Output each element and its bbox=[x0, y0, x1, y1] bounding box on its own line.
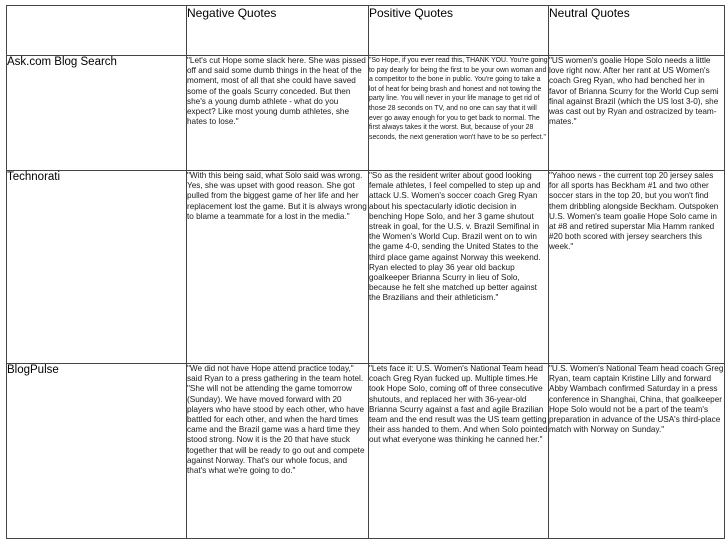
table-row-technorati bbox=[7, 171, 725, 364]
source-cell: BlogPulse bbox=[7, 364, 187, 539]
neutral-quote-cell: "Yahoo news - the current top 20 jersey sales for all sports has Beckham #1 and two other soccer stars in the top 20, but you won't find them dribbling alongside Beckham. Outspoken U.S. Women's team goalie Hope Solo came in at #8 and retired superstar Mia Hamm ranked #20 both scored with jersey searchers this week." bbox=[549, 171, 725, 364]
negative-quote-cell: "Let's cut Hope some slack here. She was pissed off and said some dumb things in the heat of the moment, most of all that she could have saved some of the goals Scurry conceded. But then she's a young dumb athlete - what do you expect? Like most young dumb athletes, she hates to lose." bbox=[187, 56, 369, 171]
header-positive-quotes: Positive Quotes bbox=[369, 6, 549, 56]
positive-quote-cell: "Lets face it: U.S. Women's National Team head coach Greg Ryan fucked up. Multiple times.He took Hope Solo, coming off of three consecutive shutouts, and replaced her with 36-year-old Brianna Scurry against a fast and agile Brazilian team and the end result was the US team getting their ass handed to them. And when Solo pointed out what everyone was thinking he canned her." bbox=[369, 364, 549, 539]
quotes-table bbox=[6, 5, 725, 539]
table-row-ask-com bbox=[7, 56, 725, 171]
source-cell: Ask.com Blog Search bbox=[7, 56, 187, 171]
table-row-blogpulse bbox=[7, 364, 725, 539]
positive-quote-cell: "So as the resident writer about good looking female athletes, I feel compelled to step up and attack U.S. Women's soccer coach Greg Ryan about his spectacularly idiotic decision in benching Hope Solo, and her 3 game shutout streak in goal, for the U.S. v. Brazil Semifinal in the Women’s World Cup. Brazil went on to win the game 4-0, sending the United States to the third place game against Norway this weekend. Ryan elected to play 36 year old backup goalkeeper Brianna Scurry in lieu of Solo, because he felt she matched up better against the Brazilians and their athleticism." bbox=[369, 171, 549, 364]
source-cell: Technorati bbox=[7, 171, 187, 364]
negative-quote-cell: "We did not have Hope attend practice today," said Ryan to a press gathering in the team hotel. "She will not be attending the game tomorrow (Sunday). We have moved forward with 20 players who have stood by each other, who have battled for each other, and when the hard times came and the Brazil game was a hard time they stood strong. Now it is the 20 that have stuck together that will be ready to go out and compete against Norway. That's our whole focus, and that's what we're going to do." bbox=[187, 364, 369, 539]
negative-quote-cell: "With this being said, what Solo said was wrong. Yes, she was upset with good reason. She got pulled from the biggest game of her life and her replacement lost the game. But it is always wrong to blame a teammate for a lost in the media." bbox=[187, 171, 369, 364]
neutral-quote-cell: "US women's goalie Hope Solo needs a little love right now. After her rant at US Women's coach Greg Ryan, who had benched her in favor of Brianna Scurry for the World Cup semi final against Brazil (which the US lost 3-0), she was cast out by Ryan and ostracized by team-mates." bbox=[549, 56, 725, 171]
positive-quote-cell: "So Hope, if you ever read this, THANK YOU. You're going to pay dearly for being the first to be your own woman and a competitor to the bone in public. You're going to take a lot of heat for being brash and honest and not towing the party line. You will never in your life manage to get rid of those 28 seconds on TV, and no one can say that it will ever go away enough for you to get back to normal. The first always takes it the worst. But, because of your 28 seconds, the next generation won't have to be so perfect." bbox=[369, 56, 549, 171]
header-negative-quotes: Negative Quotes bbox=[187, 6, 369, 56]
neutral-quote-cell: "U.S. Women's National Team head coach Greg Ryan, team captain Kristine Lilly and forward Abby Wambach confirmed Saturday in a press conference in Shanghai, China, that goalkeeper Hope Solo would not be a part of the team's preparation in advance of the USA's third-place match with Norway on Sunday." bbox=[549, 364, 725, 539]
header-row bbox=[7, 6, 725, 56]
header-neutral-quotes: Neutral Quotes bbox=[549, 6, 725, 56]
header-source bbox=[7, 6, 187, 56]
